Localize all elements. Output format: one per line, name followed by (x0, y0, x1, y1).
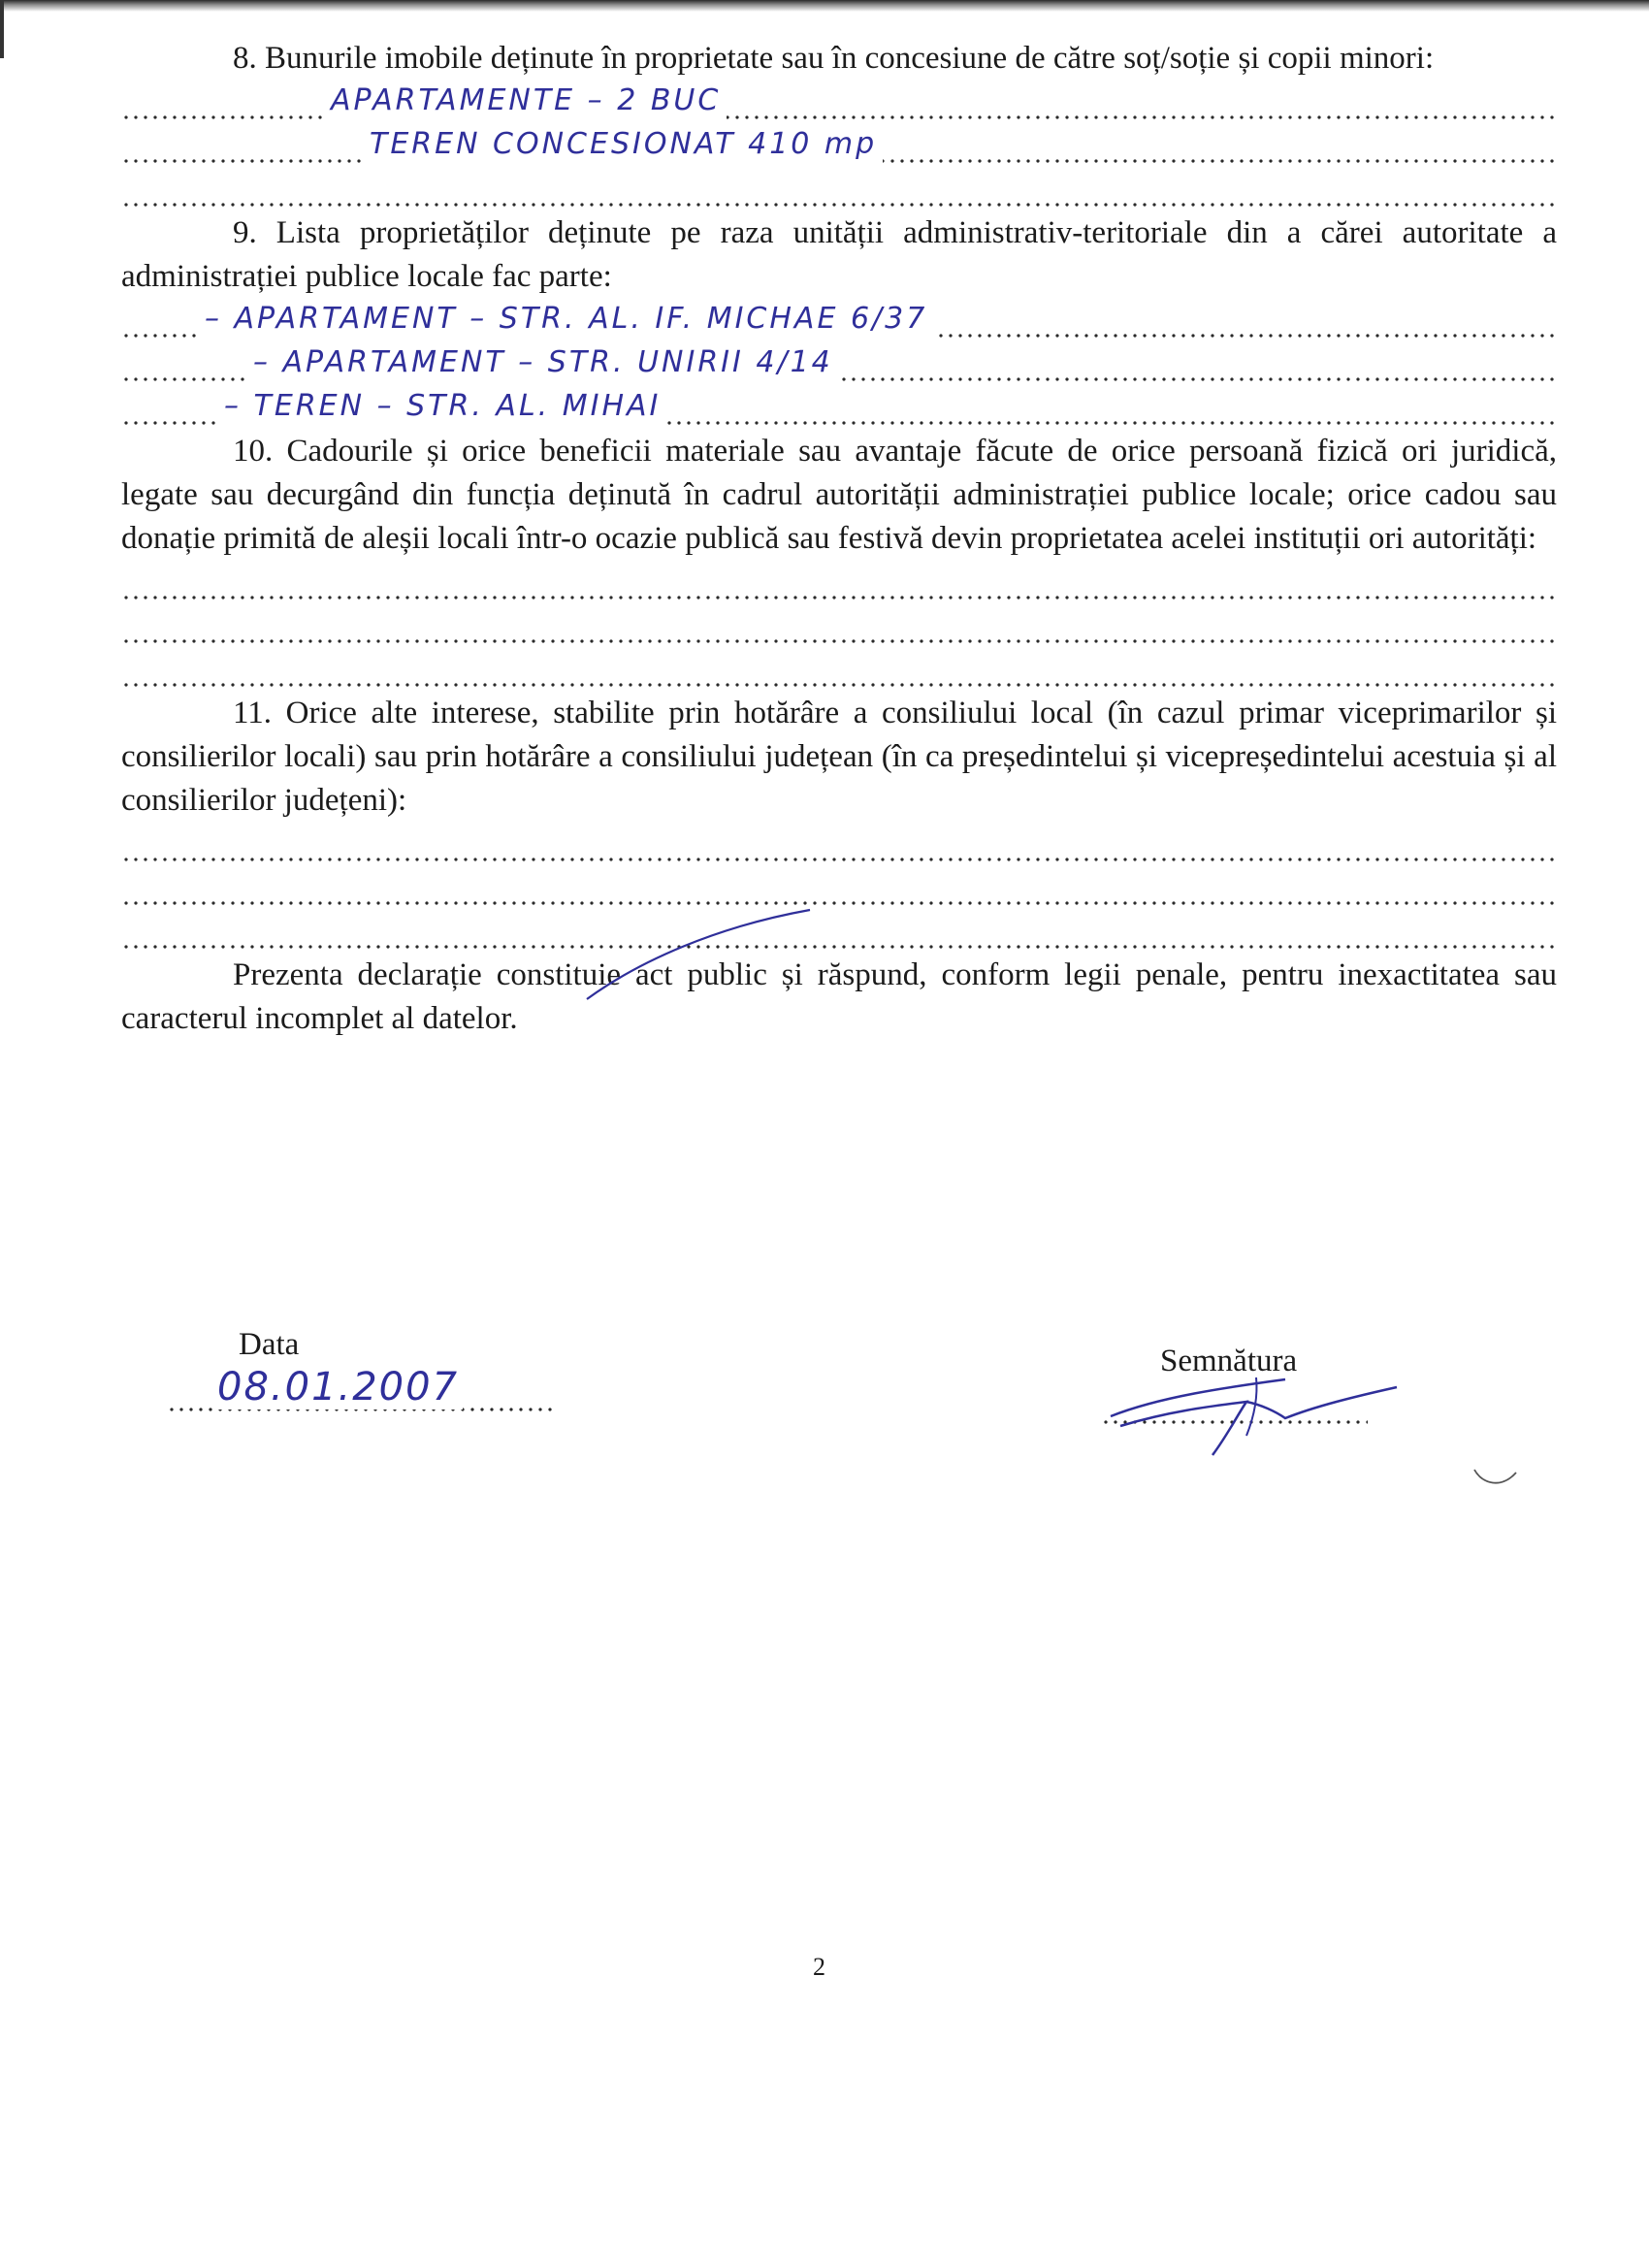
section-8-text: 8. Bunurile imobile deținute în proprietate sau în concesiune de către soț/soție și copii minori: (233, 41, 1435, 76)
strike-through-line (582, 902, 815, 1009)
section-8-line-3 (121, 168, 1557, 211)
section-9-line-2 (121, 342, 1557, 386)
section-11-line-2 (121, 866, 1557, 910)
section-8-line-2 (121, 124, 1557, 168)
section-9-entry-2: – APARTAMENT – STR. UNIRII 4/14 (247, 340, 839, 384)
section-10-text: 10. Cadourile și orice beneficii materiale sau avantaje făcute de orice persoană fizică ori juridică, legate sau decurgând din funcția deținută în cadrul autorității administrației publice locale; orice cadou sau donație primită de aleșii locali într-o ocazie publică sau festivă devin proprietatea acelei instituții ori autorități: (121, 434, 1557, 556)
section-8-entry-1: APARTAMENTE – 2 BUC (325, 79, 727, 122)
section-9-text: 9. Lista proprietăților deținute pe raza unității administrativ-teritoriale din a cărei autoritate a administrației publice locale fac parte: (121, 215, 1557, 294)
page-number: 2 (813, 1953, 825, 1981)
section-10-line-1 (121, 561, 1557, 604)
section-11-line-1 (121, 823, 1557, 866)
closing-statement: Prezenta declarație constituie act public și răspund, conform legii penale, pentru inexactitatea sau caracterul incomplet al datelor. (121, 957, 1557, 1036)
section-11-line-3 (121, 910, 1557, 954)
date-line (167, 1365, 555, 1421)
section-11-text: 11. Orice alte interese, stabilite prin hotărâre a consiliului local (în cazul primar viceprimarilor și consilierilor locali) sau prin hotărâre a consiliului județean (în ca președintelui și vicepreședintelui acestuia și al consilierilor județeni): (121, 696, 1557, 818)
section-10-line-3 (121, 648, 1557, 692)
date-value: 08.01.2007 (213, 1365, 463, 1409)
section-9-entry-3: – TEREN – STR. AL. MIHAI (218, 384, 666, 428)
section-9-entry-1: – APARTAMENT – STR. AL. IF. MICHAE 6/37 (199, 297, 933, 340)
section-8-line-1 (121, 81, 1557, 124)
margin-mark (1472, 1465, 1521, 1494)
scan-edge-left (0, 0, 4, 58)
section-9-line-3 (121, 386, 1557, 430)
form-body (121, 37, 1557, 1041)
handwritten-signature (1091, 1358, 1402, 1465)
section-10-line-2 (121, 604, 1557, 648)
signature-label: Semnătura (1160, 1344, 1298, 1378)
date-label: Data (239, 1327, 300, 1362)
section-8-entry-2: TEREN CONCESIONAT 410 mp (364, 122, 883, 166)
section-9-line-1 (121, 299, 1557, 342)
scan-edge-top (0, 0, 1649, 12)
